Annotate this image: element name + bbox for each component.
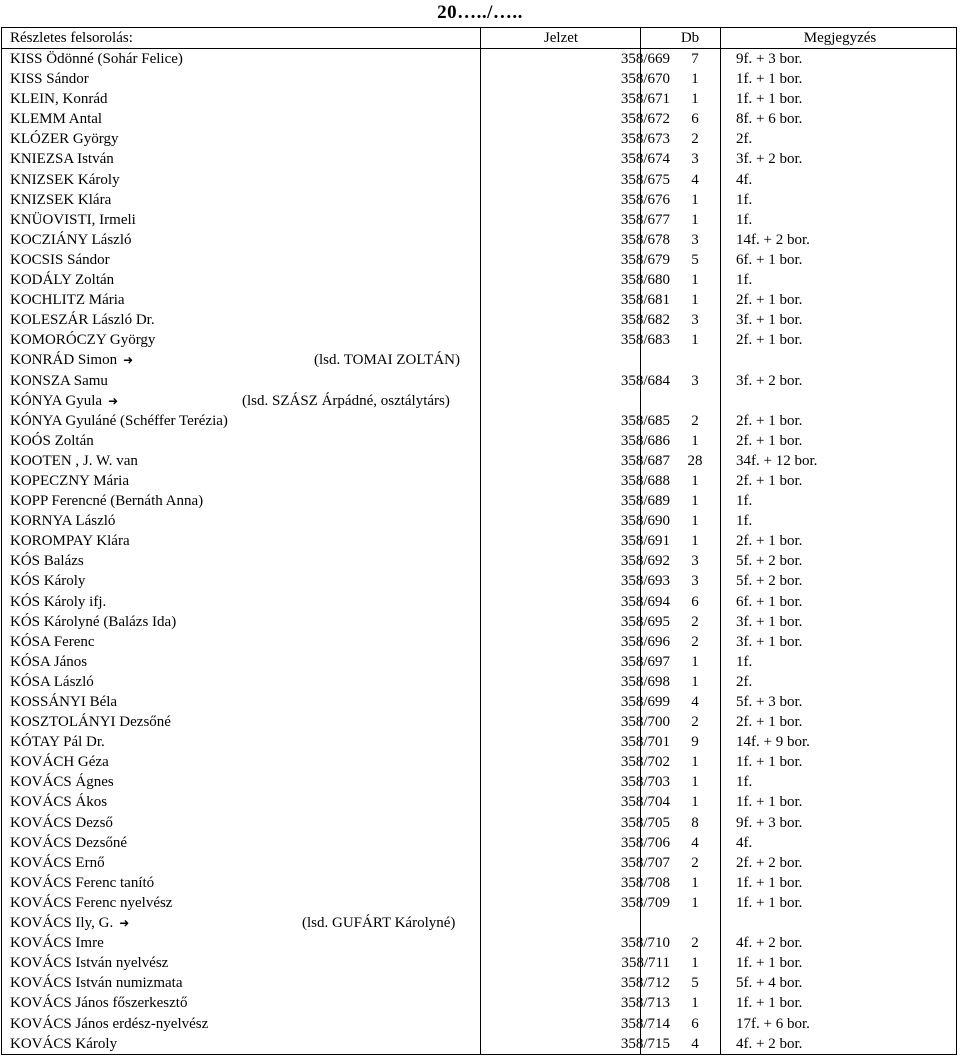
entry-db: 3 [691, 231, 699, 248]
entry-jelzet: 358/696 [620, 633, 670, 650]
entry-db: 4 [691, 1035, 699, 1052]
entry-name: KODÁLY Zoltán [10, 272, 115, 289]
entry-db: 1 [691, 794, 699, 811]
cross-reference: (lsd. GUFÁRT Károlyné) [302, 915, 456, 932]
entry-jelzet: 358/679 [620, 251, 670, 268]
entry-jelzet: 358/712 [620, 975, 670, 992]
entry-jelzet: 358/684 [620, 372, 670, 389]
entry-db: 1 [691, 533, 699, 550]
entry-note: 2f. + 2 bor. [736, 854, 803, 871]
entry-note: 1f. [736, 191, 753, 208]
entry-jelzet: 358/698 [620, 673, 670, 690]
entry-jelzet: 358/685 [620, 412, 670, 429]
entry-note: 2f. [736, 131, 753, 148]
entry-note: 9f. + 3 bor. [736, 814, 803, 831]
entry-jelzet: 358/686 [620, 432, 670, 449]
table-row [2, 772, 956, 792]
table-row [2, 451, 956, 471]
entry-name: KOVÁCS Ákos [10, 794, 108, 811]
page-title: 20…../….. [437, 2, 523, 23]
table-row [2, 933, 956, 953]
table-row [2, 371, 956, 391]
cross-reference: (lsd. SZÁSZ Árpádné, osztálytárs) [242, 392, 450, 409]
entry-name: KOSZTOLÁNYI Dezsőné [10, 714, 171, 731]
entry-name: KOVÁCS Dezső [10, 814, 113, 831]
entry-jelzet: 358/690 [620, 513, 670, 530]
entry-jelzet: 358/699 [620, 694, 670, 710]
entry-jelzet: 358/694 [620, 593, 670, 610]
entry-note: 6f. + 1 bor. [736, 251, 803, 268]
entry-db: 3 [691, 151, 699, 168]
entry-jelzet: 358/697 [620, 653, 670, 670]
entry-jelzet: 358/671 [620, 91, 670, 108]
entry-jelzet: 358/675 [620, 171, 670, 188]
entry-jelzet: 358/709 [620, 894, 670, 911]
entry-name: KOLESZÁR László Dr. [10, 312, 155, 329]
entry-jelzet: 358/682 [620, 312, 670, 329]
entry-db: 1 [691, 211, 699, 228]
entry-name: KOVÁCH Géza [10, 754, 109, 771]
entry-note: 1f. + 1 bor. [736, 754, 803, 771]
entry-name: KÓS Balázs [10, 553, 84, 570]
table-row [2, 833, 956, 853]
entry-name: KOVÁCS János erdész-nyelvész [10, 1015, 209, 1032]
table-row [2, 149, 956, 169]
entry-db: 1 [691, 472, 699, 489]
entry-note: 1f. [736, 211, 753, 228]
entry-db: 1 [691, 774, 699, 791]
entry-note: 1f. + 1 bor. [736, 874, 803, 891]
entry-jelzet: 358/670 [620, 71, 670, 88]
table-row [2, 612, 956, 632]
table-row [2, 89, 956, 109]
entry-name: KOCSIS Sándor [10, 251, 110, 268]
entry-note: 4f. [736, 171, 753, 188]
entry-name: KÓNYA Gyula [10, 392, 103, 409]
table-row [2, 491, 956, 511]
table-row [2, 129, 956, 149]
entry-name: KOPP Ferencné (Bernáth Anna) [10, 493, 204, 510]
entry-note: 6f. + 1 bor. [736, 593, 803, 610]
entry-jelzet: 358/710 [620, 935, 670, 952]
entry-note: 9f. + 3 bor. [736, 51, 803, 67]
entry-db: 2 [691, 613, 699, 630]
entry-db: 1 [691, 673, 699, 690]
table-row [2, 551, 956, 571]
entry-db: 8 [691, 814, 699, 831]
table-row [2, 290, 956, 310]
entry-db: 6 [691, 1015, 699, 1032]
entry-note: 5f. + 2 bor. [736, 553, 803, 570]
table-row [2, 1014, 956, 1034]
entry-note: 4f. + 2 bor. [736, 935, 803, 952]
entry-note: 2f. [736, 673, 753, 690]
entry-name: KOVÁCS Károly [10, 1035, 118, 1052]
entry-note: 1f. [736, 272, 753, 289]
entry-jelzet: 358/681 [620, 292, 670, 309]
entry-db: 1 [691, 272, 699, 289]
entry-name: KOVÁCS Dezsőné [10, 834, 128, 851]
entry-note: 1f. + 1 bor. [736, 71, 803, 88]
table-row [2, 953, 956, 973]
entry-note: 1f. + 1 bor. [736, 894, 803, 911]
table-row [2, 270, 956, 290]
entry-jelzet: 358/714 [620, 1015, 670, 1032]
entry-note: 14f. + 2 bor. [736, 231, 810, 248]
entry-db: 4 [691, 171, 699, 188]
entry-name: KNÜOVISTI, Irmeli [10, 211, 136, 228]
table-row [2, 973, 956, 993]
entry-db: 1 [691, 91, 699, 108]
table-row [2, 913, 956, 933]
entry-name: KOPECZNY Mária [10, 472, 130, 489]
entry-jelzet: 358/715 [620, 1035, 670, 1052]
table-row [2, 511, 956, 531]
entry-note: 2f. + 1 bor. [736, 714, 803, 731]
entry-name: KNIZSEK Klára [10, 191, 112, 208]
entry-name: KLEMM Antal [10, 111, 103, 128]
entry-name: KÓS Károlyné (Balázs Ida) [10, 613, 177, 630]
entry-jelzet: 358/708 [620, 874, 670, 891]
header-jelzet: Jelzet [543, 30, 579, 46]
table-body [2, 49, 956, 1054]
entry-name: KNIZSEK Károly [10, 171, 120, 188]
table-row [2, 411, 956, 431]
entry-jelzet: 358/692 [620, 553, 670, 570]
entry-note: 2f. + 1 bor. [736, 533, 803, 550]
entry-note: 4f. + 2 bor. [736, 1035, 803, 1052]
entry-db: 4 [691, 834, 699, 851]
right-arrow-icon: ➜ [108, 393, 119, 408]
entry-name: KÓS Károly [10, 573, 86, 590]
table-row [2, 431, 956, 451]
entry-db: 28 [687, 452, 703, 469]
table-row [2, 993, 956, 1013]
entry-note: 4f. [736, 834, 753, 851]
table-row [2, 712, 956, 732]
table-row [2, 310, 956, 330]
entry-name: KOVÁCS István nyelvész [10, 955, 169, 972]
entry-name: KÓSA László [10, 673, 94, 690]
table-row [2, 391, 956, 411]
entry-name: KOOTEN , J. W. van [10, 452, 138, 469]
entry-jelzet: 358/711 [621, 955, 670, 972]
entry-jelzet: 358/688 [620, 472, 670, 489]
entry-name: KOSSÁNYI Béla [10, 694, 118, 710]
entry-jelzet: 358/704 [620, 794, 670, 811]
entry-name: KOVÁCS Ferenc nyelvész [10, 894, 173, 911]
entry-db: 3 [691, 312, 699, 329]
entry-name: KISS Sándor [10, 71, 89, 88]
table-row [2, 592, 956, 612]
entry-db: 1 [691, 71, 699, 88]
entry-name: KONSZA Samu [10, 372, 108, 389]
table-row [2, 873, 956, 893]
table-row [2, 1034, 956, 1054]
entry-db: 7 [691, 51, 699, 67]
entry-name: KOVÁCS Imre [10, 935, 104, 952]
entry-name: KÓTAY Pál Dr. [10, 734, 105, 751]
entry-jelzet: 358/700 [620, 714, 670, 731]
entry-db: 1 [691, 332, 699, 349]
entry-note: 3f. + 1 bor. [736, 633, 803, 650]
entry-note: 3f. + 2 bor. [736, 151, 803, 168]
table-row [2, 250, 956, 270]
entry-jelzet: 358/669 [620, 51, 670, 67]
entry-db: 3 [691, 372, 699, 389]
entry-db: 1 [691, 754, 699, 771]
entry-db: 4 [691, 694, 699, 710]
entry-name: KOCHLITZ Mária [10, 292, 125, 309]
table-row [2, 49, 956, 69]
entry-db: 2 [691, 935, 699, 952]
entry-db: 2 [691, 412, 699, 429]
entry-name: KOROMPAY Klára [10, 533, 130, 550]
table-row [2, 571, 956, 591]
entry-note: 5f. + 2 bor. [736, 573, 803, 590]
entry-db: 2 [691, 131, 699, 148]
entry-jelzet: 358/677 [620, 211, 670, 228]
entry-note: 5f. + 3 bor. [736, 694, 803, 710]
entry-jelzet: 358/680 [620, 272, 670, 289]
entry-db: 1 [691, 995, 699, 1012]
entry-name: KOVÁCS Ily, G. [10, 915, 114, 932]
entry-db: 1 [691, 874, 699, 891]
entry-name: KNIEZSA István [10, 151, 114, 168]
entry-note: 2f. + 1 bor. [736, 412, 803, 429]
table-row [2, 109, 956, 129]
header-db: Db [680, 30, 700, 46]
entry-db: 2 [691, 854, 699, 871]
entry-db: 6 [691, 111, 699, 128]
entry-jelzet: 358/678 [620, 231, 670, 248]
entry-jelzet: 358/703 [620, 774, 670, 791]
entry-name: KOÓS Zoltán [10, 432, 94, 449]
listing-table [1, 27, 957, 1055]
entry-db: 1 [691, 894, 699, 911]
entry-note: 1f. [736, 774, 753, 791]
table-row [2, 732, 956, 752]
entry-db: 1 [691, 432, 699, 449]
entry-name: KÓSA János [10, 653, 88, 670]
entry-jelzet: 358/673 [620, 131, 670, 148]
entry-name: KOVÁCS János főszerkesztő [10, 995, 188, 1012]
header-note: Megjegyzés [803, 30, 877, 46]
entry-db: 3 [691, 553, 699, 570]
entry-name: KÓS Károly ifj. [10, 593, 107, 610]
entry-note: 1f. [736, 653, 753, 670]
entry-note: 34f. + 12 bor. [736, 452, 818, 469]
entry-db: 6 [691, 593, 699, 610]
entry-name: KOVÁCS Ágnes [10, 774, 114, 791]
entry-jelzet: 358/687 [620, 452, 670, 469]
entry-db: 1 [691, 653, 699, 670]
entry-jelzet: 358/693 [620, 573, 670, 590]
entry-note: 1f. [736, 493, 753, 510]
entry-jelzet: 358/701 [620, 734, 670, 751]
entry-db: 2 [691, 714, 699, 731]
entry-jelzet: 358/695 [620, 613, 670, 630]
entry-note: 1f. + 1 bor. [736, 91, 803, 108]
entry-jelzet: 358/707 [620, 854, 670, 871]
table-row [2, 652, 956, 672]
entry-jelzet: 358/713 [620, 995, 670, 1012]
entry-jelzet: 358/706 [620, 834, 670, 851]
entry-name: KLEIN, Konrád [10, 91, 108, 108]
entry-name: KÓSA Ferenc [10, 633, 95, 650]
right-arrow-icon: ➜ [123, 353, 134, 368]
table-row [2, 170, 956, 190]
entry-note: 14f. + 9 bor. [736, 734, 810, 751]
entry-db: 5 [691, 975, 699, 992]
entry-name: KORNYA László [10, 513, 116, 530]
table-row [2, 752, 956, 772]
entry-jelzet: 358/683 [620, 332, 670, 349]
entry-db: 1 [691, 292, 699, 309]
entry-jelzet: 358/691 [620, 533, 670, 550]
entry-name: KOVÁCS Ferenc tanító [10, 874, 155, 891]
right-arrow-icon: ➜ [119, 916, 130, 931]
entry-db: 5 [691, 251, 699, 268]
table-row [2, 350, 956, 370]
entry-note: 1f. + 1 bor. [736, 794, 803, 811]
entry-note: 3f. + 1 bor. [736, 613, 803, 630]
table-row [2, 69, 956, 89]
entry-note: 3f. + 1 bor. [736, 312, 803, 329]
entry-jelzet: 358/676 [620, 191, 670, 208]
entry-jelzet: 358/672 [620, 111, 670, 128]
entry-db: 2 [691, 633, 699, 650]
entry-name: KONRÁD Simon [10, 352, 118, 369]
entry-note: 2f. + 1 bor. [736, 432, 803, 449]
entry-note: 5f. + 4 bor. [736, 975, 803, 992]
entry-db: 9 [691, 734, 699, 751]
entry-db: 3 [691, 573, 699, 590]
entry-jelzet: 358/705 [620, 814, 670, 831]
entry-note: 3f. + 2 bor. [736, 372, 803, 389]
table-row [2, 190, 956, 210]
table-row [2, 813, 956, 833]
entry-note: 2f. + 1 bor. [736, 472, 803, 489]
table-row [2, 692, 956, 712]
entry-jelzet: 358/689 [620, 493, 670, 510]
entry-db: 1 [691, 191, 699, 208]
header-name: Részletes felsorolás: [10, 30, 133, 46]
entry-db: 1 [691, 513, 699, 530]
table-row [2, 853, 956, 873]
table-row [2, 531, 956, 551]
entry-name: KÓNYA Gyuláné (Schéffer Terézia) [10, 412, 228, 429]
entry-name: KLÓZER György [10, 131, 119, 148]
entry-note: 1f. + 1 bor. [736, 995, 803, 1012]
entry-note: 1f. + 1 bor. [736, 955, 803, 972]
table-row [2, 792, 956, 812]
entry-name: KOMORÓCZY György [10, 332, 156, 349]
entry-name: KOVÁCS István numizmata [10, 975, 183, 992]
table-row [2, 672, 956, 692]
entry-note: 2f. + 1 bor. [736, 332, 803, 349]
table-row [2, 330, 956, 350]
table-row [2, 210, 956, 230]
cross-reference: (lsd. TOMAI ZOLTÁN) [314, 352, 460, 369]
entry-name: KOCZIÁNY László [10, 231, 132, 248]
entry-note: 2f. + 1 bor. [736, 292, 803, 309]
entry-db: 1 [691, 493, 699, 510]
table-row [2, 893, 956, 913]
table-row [2, 471, 956, 491]
entry-db: 1 [691, 955, 699, 972]
table-row [2, 632, 956, 652]
table-row [2, 230, 956, 250]
entry-jelzet: 358/702 [620, 754, 670, 771]
entry-jelzet: 358/674 [620, 151, 670, 168]
entry-note: 8f. + 6 bor. [736, 111, 803, 128]
entry-name: KOVÁCS Ernő [10, 854, 105, 871]
table-header-row [2, 28, 956, 49]
entry-name: KISS Ödönné (Sohár Felice) [10, 51, 183, 67]
entry-note: 17f. + 6 bor. [736, 1015, 810, 1032]
entry-note: 1f. [736, 513, 753, 530]
